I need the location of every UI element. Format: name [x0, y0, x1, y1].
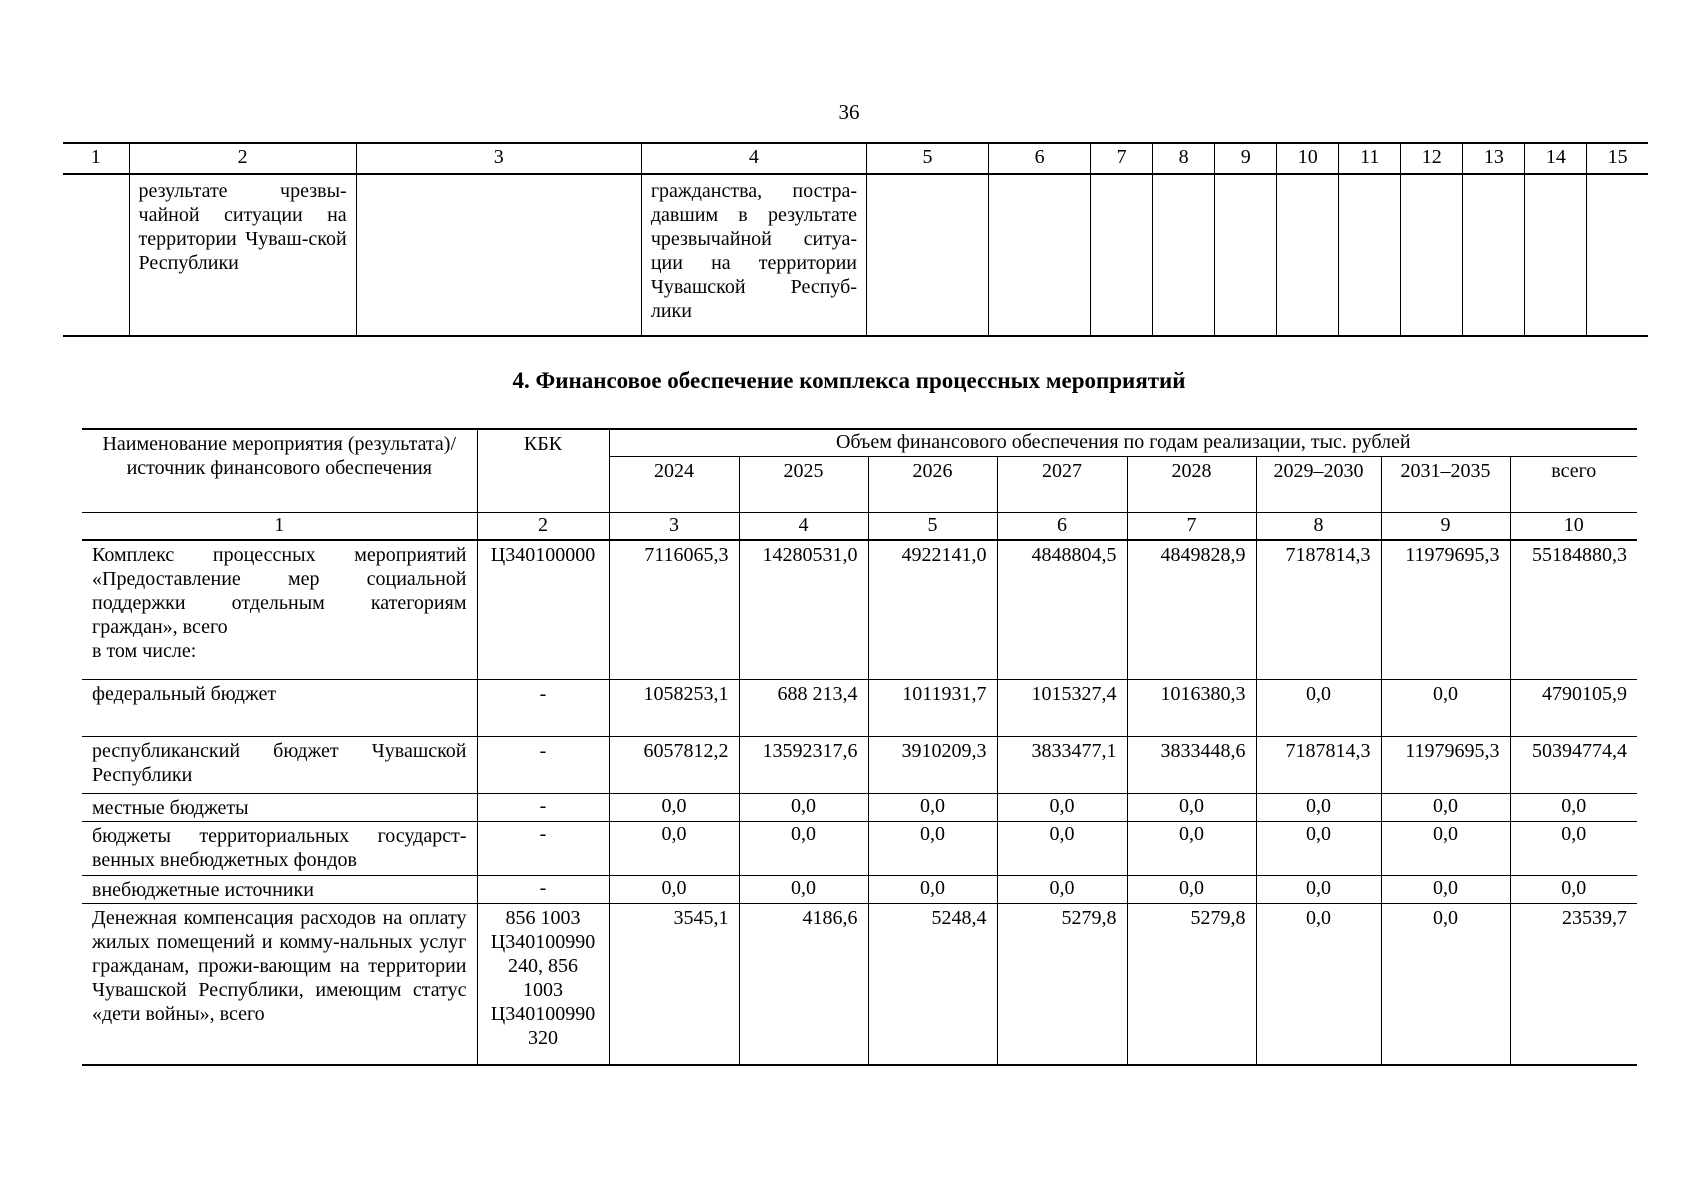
value-cell: 0,0 — [997, 793, 1127, 821]
column-number: 13 — [1463, 143, 1525, 174]
column-index-row — [82, 513, 1637, 541]
row-name: Денежная компенсация расходов на оплату жилых помещений и комму-нальных услуг гражданам, прожи-вающим на территории Чувашской Республики, имеющим статус «дети войны», всего — [82, 903, 477, 1065]
row-name: федеральный бюджет — [82, 679, 477, 736]
column-number: 11 — [1339, 143, 1401, 174]
value-cell: 0,0 — [739, 793, 868, 821]
value-cell: 4848804,5 — [997, 540, 1127, 679]
header-total: всего — [1510, 457, 1637, 513]
column-index: 2 — [477, 513, 609, 541]
kbk-line: 320 — [528, 1026, 558, 1049]
table-row — [82, 793, 1637, 821]
column-number: 14 — [1525, 143, 1587, 174]
value-cell: 0,0 — [1381, 903, 1510, 1065]
value-cell: 7187814,3 — [1256, 736, 1381, 793]
column-index: 6 — [997, 513, 1127, 541]
column-number: 4 — [641, 143, 866, 174]
header-year: 2027 — [997, 457, 1127, 513]
value-cell: 0,0 — [1127, 821, 1256, 875]
value-cell: 13592317,6 — [739, 736, 868, 793]
result-name-continued: результате чрезвы-чайной ситуации на территории Чуваш-ской Республики — [129, 174, 356, 336]
value-cell: 3833477,1 — [997, 736, 1127, 793]
section-title: 4. Финансовое обеспечение комплекса процессных мероприятий — [512, 368, 1186, 393]
value-cell: 55184880,3 — [1510, 540, 1637, 679]
table-row — [82, 903, 1637, 1065]
table-row — [82, 679, 1637, 736]
row-kbk: - — [477, 793, 609, 821]
column-index: 7 — [1127, 513, 1256, 541]
value-cell: 0,0 — [1381, 679, 1510, 736]
header-year: 2026 — [868, 457, 997, 513]
value-cell: 0,0 — [1256, 903, 1381, 1065]
row-name: бюджеты территориальных государст-венных внебюджетных фондов — [82, 821, 477, 875]
value-cell: 0,0 — [997, 875, 1127, 903]
value-cell: 0,0 — [1510, 821, 1637, 875]
value-cell: 1016380,3 — [1127, 679, 1256, 736]
row-name-extra: в том числе: — [92, 640, 197, 662]
value-cell: 7187814,3 — [1256, 540, 1381, 679]
header-year: 2029–2030 — [1256, 457, 1381, 513]
value-cell: 0,0 — [739, 821, 868, 875]
value-cell: 1058253,1 — [609, 679, 739, 736]
row-kbk: - — [477, 736, 609, 793]
value-cell: 0,0 — [1381, 821, 1510, 875]
kbk-line: 240, 856 — [508, 954, 578, 977]
table-row — [82, 875, 1637, 903]
header-year: 2031–2035 — [1381, 457, 1510, 513]
value-cell: 7116065,3 — [609, 540, 739, 679]
value-cell: 0,0 — [1127, 875, 1256, 903]
column-index: 1 — [82, 513, 477, 541]
value-cell: 14280531,0 — [739, 540, 868, 679]
header-volume: Объем финансового обеспечения по годам реализации, тыс. рублей — [609, 429, 1637, 457]
value-cell: 0,0 — [1127, 793, 1256, 821]
row-name: местные бюджеты — [82, 793, 477, 821]
column-number: 9 — [1215, 143, 1277, 174]
column-index: 9 — [1381, 513, 1510, 541]
value-cell: 3910209,3 — [868, 736, 997, 793]
row-kbk: - — [477, 679, 609, 736]
value-cell: 0,0 — [1510, 793, 1637, 821]
column-number: 7 — [1091, 143, 1153, 174]
row-kbk: - — [477, 875, 609, 903]
table-row — [82, 736, 1637, 793]
value-cell: 1011931,7 — [868, 679, 997, 736]
value-cell: 5279,8 — [997, 903, 1127, 1065]
row-name — [82, 540, 477, 679]
kbk-line: 856 1003 — [505, 906, 581, 929]
continuation-table — [63, 142, 1648, 337]
value-cell: 0,0 — [609, 875, 739, 903]
value-cell: 0,0 — [868, 793, 997, 821]
value-cell: 3545,1 — [609, 903, 739, 1065]
header-kbk: КБК — [477, 429, 609, 513]
header-row-1 — [82, 429, 1637, 457]
value-cell: 0,0 — [1256, 875, 1381, 903]
value-cell: 5279,8 — [1127, 903, 1256, 1065]
value-cell: 0,0 — [1256, 793, 1381, 821]
value-cell: 0,0 — [868, 821, 997, 875]
column-number: 8 — [1153, 143, 1215, 174]
kbk-line: Ц340100990 — [490, 1002, 596, 1025]
value-cell: 4849828,9 — [1127, 540, 1256, 679]
header-year: 2025 — [739, 457, 868, 513]
row-kbk: - — [477, 821, 609, 875]
column-index: 5 — [868, 513, 997, 541]
value-cell: 0,0 — [739, 875, 868, 903]
value-cell: 11979695,3 — [1381, 540, 1510, 679]
value-cell: 4922141,0 — [868, 540, 997, 679]
value-cell: 5248,4 — [868, 903, 997, 1065]
kbk-line: Ц340100990 — [490, 930, 596, 953]
kbk-line: 1003 — [523, 978, 563, 1001]
value-cell: 4186,6 — [739, 903, 868, 1065]
value-cell: 1015327,4 — [997, 679, 1127, 736]
column-number: 1 — [63, 143, 129, 174]
column-number: 5 — [866, 143, 988, 174]
column-index: 3 — [609, 513, 739, 541]
row-name-text: Комплекс процессных мероприятий «Предоставление мер социальной поддержки отдельным категориям граждан», всего — [92, 544, 467, 638]
column-number: 12 — [1401, 143, 1463, 174]
value-cell: 0,0 — [1256, 679, 1381, 736]
value-cell: 23539,7 — [1510, 903, 1637, 1065]
column-number: 2 — [129, 143, 356, 174]
value-cell: 0,0 — [997, 821, 1127, 875]
column-index: 8 — [1256, 513, 1381, 541]
header-year: 2024 — [609, 457, 739, 513]
value-cell: 0,0 — [1256, 821, 1381, 875]
row-kbk — [477, 903, 609, 1065]
recipients-continued: гражданства, постра-давшим в результате чрезвычайной ситуа-ции на территории Чувашской Респуб-лики — [641, 174, 866, 336]
value-cell: 3833448,6 — [1127, 736, 1256, 793]
value-cell: 0,0 — [1510, 875, 1637, 903]
row-name: республиканский бюджет Чувашской Республики — [82, 736, 477, 793]
value-cell: 11979695,3 — [1381, 736, 1510, 793]
value-cell: 50394774,4 — [1510, 736, 1637, 793]
column-number: 3 — [356, 143, 641, 174]
financing-table — [82, 428, 1637, 1066]
table-row — [82, 540, 1637, 679]
continuation-row — [63, 174, 1648, 336]
value-cell: 0,0 — [609, 821, 739, 875]
page-number: 36 — [838, 100, 860, 124]
continuation-header-row — [63, 143, 1648, 174]
value-cell: 4790105,9 — [1510, 679, 1637, 736]
header-name: Наименование мероприятия (результата)/источник финансового обеспечения — [82, 429, 477, 513]
column-number: 10 — [1277, 143, 1339, 174]
header-year: 2028 — [1127, 457, 1256, 513]
table-row — [82, 821, 1637, 875]
value-cell: 0,0 — [609, 793, 739, 821]
row-name: внебюджетные источники — [82, 875, 477, 903]
value-cell: 0,0 — [1381, 875, 1510, 903]
row-kbk: Ц340100000 — [477, 540, 609, 679]
column-number: 6 — [989, 143, 1091, 174]
column-number: 15 — [1587, 143, 1648, 174]
column-index: 10 — [1510, 513, 1637, 541]
value-cell: 6057812,2 — [609, 736, 739, 793]
value-cell: 688 213,4 — [739, 679, 868, 736]
value-cell: 0,0 — [1381, 793, 1510, 821]
column-index: 4 — [739, 513, 868, 541]
value-cell: 0,0 — [868, 875, 997, 903]
